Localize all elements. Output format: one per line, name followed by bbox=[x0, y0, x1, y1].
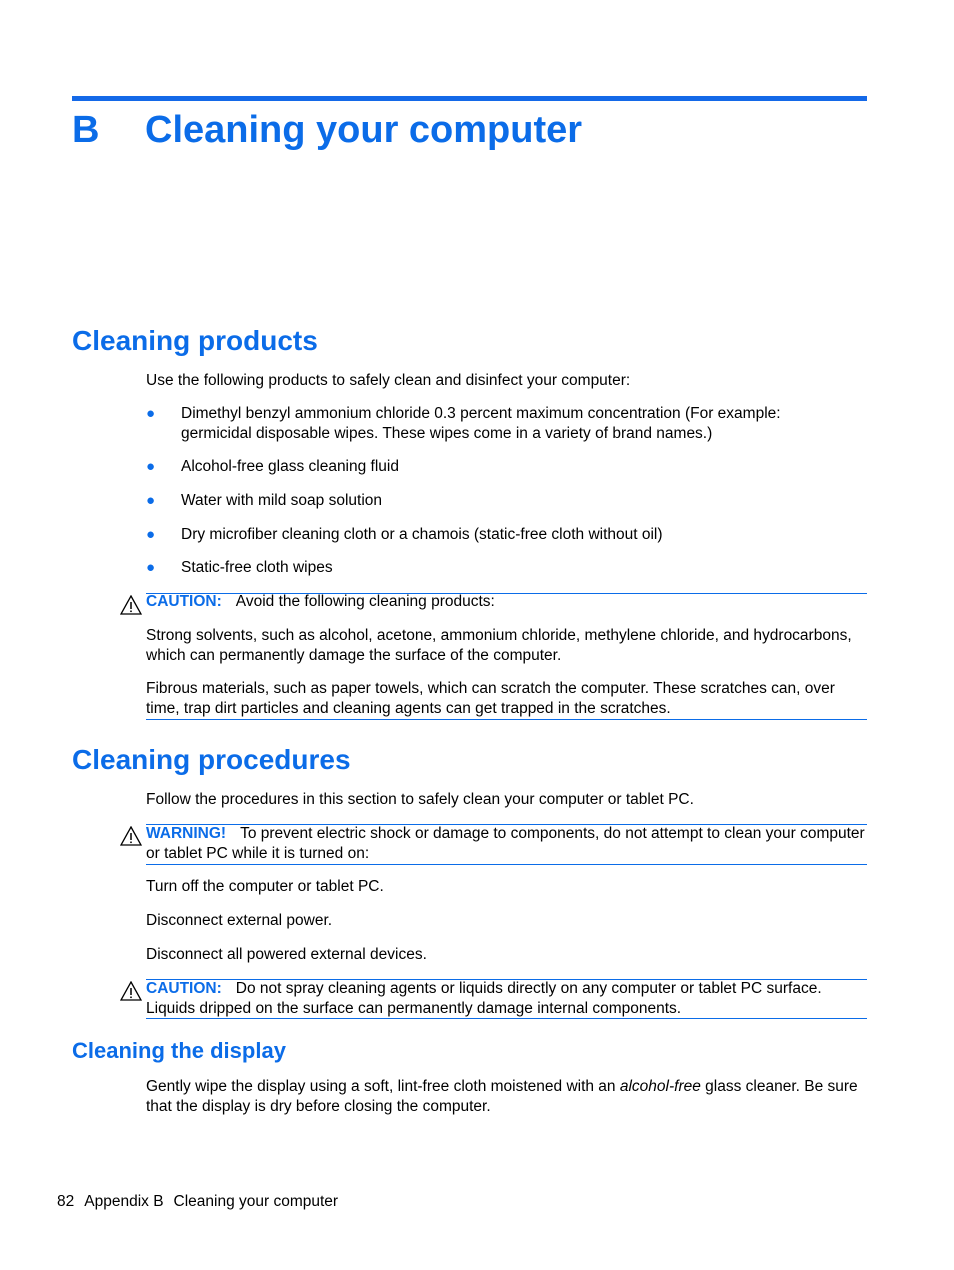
bullet-dot: ● bbox=[146, 492, 156, 509]
heading-cleaning-display: Cleaning the display bbox=[72, 1038, 286, 1063]
procedures-intro: Follow the procedures in this section to safely clean your computer or tablet PC. bbox=[146, 791, 694, 808]
caution-paragraph: Strong solvents, such as alcohol, acetone, ammonium chloride, methylene chloride, and hydrocarbons, which can permanently damage the surface of the computer. bbox=[146, 627, 852, 664]
warning-notice bbox=[146, 824, 868, 863]
list-item: Dry microfiber cleaning cloth or a chamois (static-free cloth without oil) bbox=[181, 526, 663, 543]
caution-paragraph: Fibrous materials, such as paper towels, which can scratch the computer. These scratches can, over time, trap dirt particles and cleaning agents can get trapped in the scratches. bbox=[146, 680, 835, 717]
footer-title: Cleaning your computer bbox=[173, 1193, 339, 1210]
display-text-emphasis: alcohol-free bbox=[619, 1078, 701, 1095]
list-item: Dimethyl benzyl ammonium chloride 0.3 percent maximum concentration (For example: germicidal disposable wipes. These wipes come in a variety of brand names.) bbox=[181, 405, 781, 442]
caution-label: CAUTION: bbox=[146, 980, 222, 997]
warning-text: To prevent electric shock or damage to components, do not attempt to clean your computer or tablet PC while it is turned on: bbox=[146, 825, 865, 862]
footer-appendix: Appendix B bbox=[84, 1193, 164, 1210]
caution-text: Do not spray cleaning agents or liquids directly on any computer or tablet PC surface. Liquids dripped on the surface can permanently damage internal components. bbox=[146, 980, 822, 1017]
caution-label: CAUTION: bbox=[146, 593, 222, 610]
display-text-start: Gently wipe the display using a soft, lint-free cloth moistened with an bbox=[146, 1078, 620, 1095]
bullet-dot: ● bbox=[146, 458, 156, 475]
warning-triangle-icon bbox=[120, 595, 142, 615]
chapter-title: Cleaning your computer bbox=[145, 109, 583, 151]
bullet-dot: ● bbox=[146, 526, 156, 543]
display-paragraph bbox=[146, 1077, 868, 1116]
notice-rule-bottom bbox=[146, 864, 867, 865]
bullet-dot: ● bbox=[146, 559, 156, 576]
list-item: Static-free cloth wipes bbox=[181, 559, 333, 576]
heading-cleaning-procedures: Cleaning procedures bbox=[72, 744, 351, 775]
caution-notice bbox=[146, 592, 868, 612]
page-number: 82 bbox=[57, 1193, 75, 1210]
notice-rule-bottom bbox=[146, 719, 867, 720]
list-item: Alcohol-free glass cleaning fluid bbox=[181, 458, 399, 475]
list-item: Water with mild soap solution bbox=[181, 492, 383, 509]
display-text-end: glass cleaner. Be sure that the display is dry before closing the computer. bbox=[146, 1078, 858, 1115]
warning-triangle-icon bbox=[120, 826, 142, 846]
warning-triangle-icon bbox=[120, 981, 142, 1001]
chapter-letter: B bbox=[72, 109, 100, 151]
products-intro: Use the following products to safely clean and disinfect your computer: bbox=[146, 372, 631, 389]
heading-cleaning-products: Cleaning products bbox=[72, 325, 318, 356]
chapter-rule bbox=[72, 96, 867, 101]
procedure-step: Disconnect all powered external devices. bbox=[146, 946, 427, 963]
page-footer bbox=[57, 1192, 348, 1211]
warning-label: WARNING! bbox=[146, 825, 227, 842]
bullet-dot: ● bbox=[146, 405, 156, 422]
procedure-step: Turn off the computer or tablet PC. bbox=[146, 878, 384, 895]
caution-text: Avoid the following cleaning products: bbox=[235, 593, 495, 610]
notice-rule-bottom bbox=[146, 1018, 867, 1019]
procedure-step: Disconnect external power. bbox=[146, 912, 333, 929]
caution-notice bbox=[146, 979, 868, 1018]
